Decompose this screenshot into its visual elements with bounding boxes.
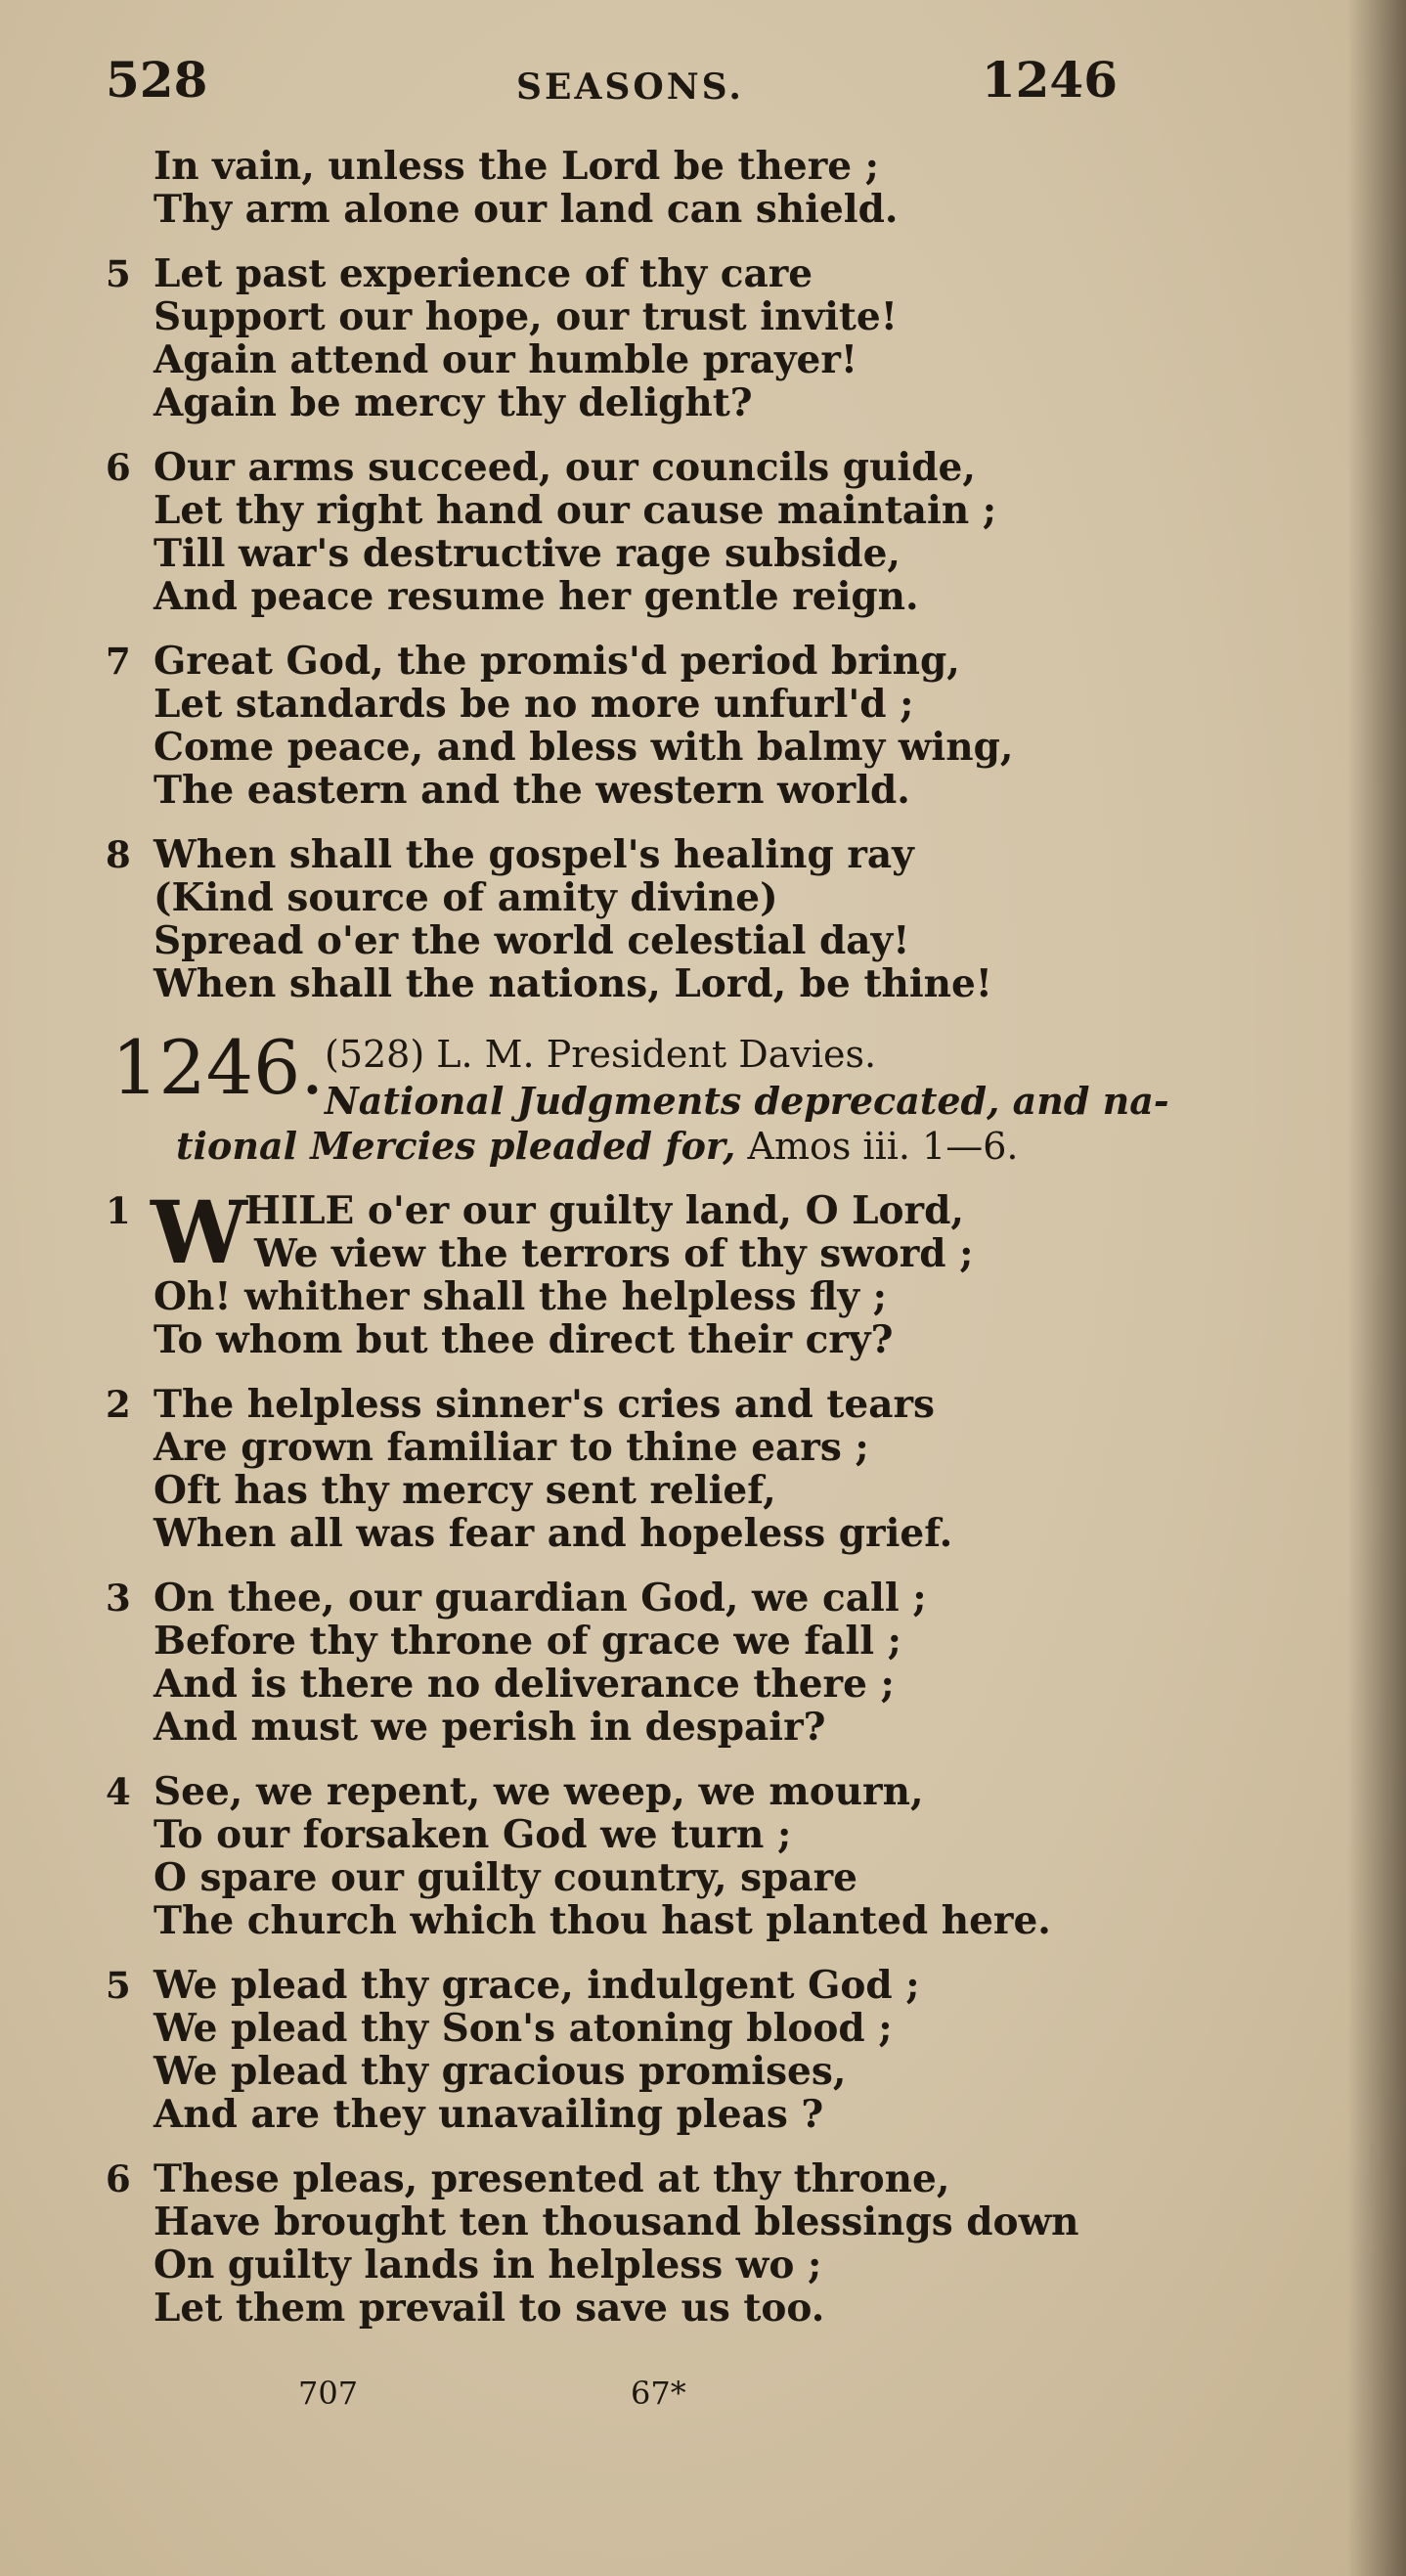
page-edge-shadow bbox=[1347, 0, 1406, 2576]
first-stanza bbox=[98, 1181, 1134, 1362]
verse-line: We plead thy grace, indulgent God ; bbox=[154, 1963, 920, 2008]
verse-line: Let them prevail to save us too. bbox=[154, 2286, 825, 2331]
hymn-title-line2 bbox=[176, 1125, 1019, 1168]
verse-line: On thee, our guardian God, we call ; bbox=[154, 1576, 927, 1621]
verse-line: Support our hope, our trust invite! bbox=[154, 294, 898, 339]
verse-line: Our arms succeed, our councils guide, bbox=[154, 445, 976, 490]
running-header bbox=[106, 51, 1118, 119]
page-number: 528 bbox=[106, 51, 208, 109]
stanza-number: 7 bbox=[106, 640, 131, 683]
stanza-number: 2 bbox=[106, 1383, 131, 1426]
hymn-number: 1246. bbox=[111, 1024, 325, 1111]
signature-mark-right: 67* bbox=[631, 2375, 686, 2412]
verse-line: O spare our guilty country, spare bbox=[154, 1855, 857, 1900]
hymn-meta: (528) L. M. President Davies. bbox=[325, 1033, 877, 1076]
verse-line: Before thy throne of grace we fall ; bbox=[154, 1619, 901, 1664]
verse-line: Thy arm alone our land can shield. bbox=[154, 187, 899, 232]
stanza-number: 5 bbox=[106, 252, 131, 295]
signature-mark-left: 707 bbox=[298, 2375, 359, 2412]
verse-line: To whom but thee direct their cry? bbox=[154, 1317, 894, 1362]
verse-line: Let standards be no more unfurl'd ; bbox=[154, 682, 914, 727]
verse-line: Let thy right hand our cause maintain ; bbox=[154, 488, 997, 533]
verse-line: We plead thy gracious promises, bbox=[154, 2049, 847, 2094]
verse-line: Again attend our humble prayer! bbox=[154, 337, 858, 382]
scripture-reference: Amos iii. 1—6. bbox=[735, 1125, 1019, 1168]
verse-line: And must we perish in despair? bbox=[154, 1705, 826, 1750]
stanza-number: 8 bbox=[106, 833, 131, 876]
verse-line: Oft has thy mercy sent relief, bbox=[154, 1468, 776, 1513]
stanza-number: 4 bbox=[106, 1770, 131, 1813]
stanza bbox=[98, 2157, 1134, 2330]
verse-line: Are grown familiar to thine ears ; bbox=[154, 1425, 869, 1470]
stanza bbox=[98, 1964, 1134, 2136]
verse-line: These pleas, presented at thy throne, bbox=[154, 2156, 950, 2201]
hymn-title-line2-text: tional Mercies pleaded for, bbox=[176, 1124, 736, 1168]
stanza bbox=[98, 252, 1134, 424]
verse-line: On guilty lands in helpless wo ; bbox=[154, 2243, 822, 2287]
verse-line: HILE o'er our guilty land, O Lord, bbox=[244, 1188, 964, 1233]
stanza-number: 3 bbox=[106, 1577, 131, 1620]
verse-line: In vain, unless the Lord be there ; bbox=[154, 144, 880, 189]
verse-line: The eastern and the western world. bbox=[154, 768, 910, 813]
stanza-number: 6 bbox=[106, 446, 131, 489]
drop-cap: W bbox=[151, 1181, 247, 1283]
verse-line: We view the terrors of thy sword ; bbox=[254, 1231, 974, 1276]
stanza bbox=[98, 1770, 1134, 1942]
verse-line: When all was fear and hopeless grief. bbox=[154, 1511, 953, 1556]
verse-line: When shall the gospel's healing ray bbox=[154, 832, 914, 877]
verse-line: Spread o'er the world celestial day! bbox=[154, 918, 910, 963]
stanza bbox=[98, 1577, 1134, 1749]
verse-line: Oh! whither shall the helpless fly ; bbox=[154, 1274, 887, 1319]
page-footer bbox=[98, 2375, 1134, 2423]
verse-line: Let past experience of thy care bbox=[154, 251, 813, 296]
verse-line: The church which thou hast planted here. bbox=[154, 1898, 1051, 1943]
verse-line: When shall the nations, Lord, be thine! bbox=[154, 961, 992, 1006]
hymn-heading bbox=[98, 1024, 1169, 1177]
stanza-number: 5 bbox=[106, 1964, 131, 2007]
continued-stanza bbox=[98, 145, 1134, 231]
stanza-number: 1 bbox=[106, 1189, 131, 1232]
verse-line: And is there no deliverance there ; bbox=[154, 1662, 895, 1707]
stanza bbox=[98, 833, 1134, 1005]
stanza-number: 6 bbox=[106, 2157, 131, 2200]
verse-line: We plead thy Son's atoning blood ; bbox=[154, 2006, 893, 2051]
verse-line: To our forsaken God we turn ; bbox=[154, 1812, 792, 1857]
verse-line: Great God, the promis'd period bring, bbox=[154, 639, 960, 684]
verse-line: (Kind source of amity divine) bbox=[154, 875, 778, 920]
verse-line: Till war's destructive rage subside, bbox=[154, 531, 901, 576]
verse-line: And peace resume her gentle reign. bbox=[154, 574, 919, 619]
verse-line: Again be mercy thy delight? bbox=[154, 380, 753, 425]
stanza bbox=[98, 446, 1134, 618]
verse-line: And are they unavailing pleas ? bbox=[154, 2092, 824, 2137]
verse-line: Come peace, and bless with balmy wing, bbox=[154, 725, 1014, 770]
page-content bbox=[98, 144, 1169, 2351]
running-title: SEASONS. bbox=[516, 67, 744, 108]
stanza bbox=[98, 640, 1134, 812]
verse-line: See, we repent, we weep, we mourn, bbox=[154, 1769, 924, 1814]
header-hymn-number: 1246 bbox=[981, 51, 1118, 109]
verse-line: The helpless sinner's cries and tears bbox=[154, 1382, 935, 1427]
stanza bbox=[98, 1383, 1134, 1555]
verse-line: Have brought ten thousand blessings down bbox=[154, 2199, 1079, 2244]
hymn-title-line1: National Judgments deprecated, and na- bbox=[325, 1079, 1169, 1123]
